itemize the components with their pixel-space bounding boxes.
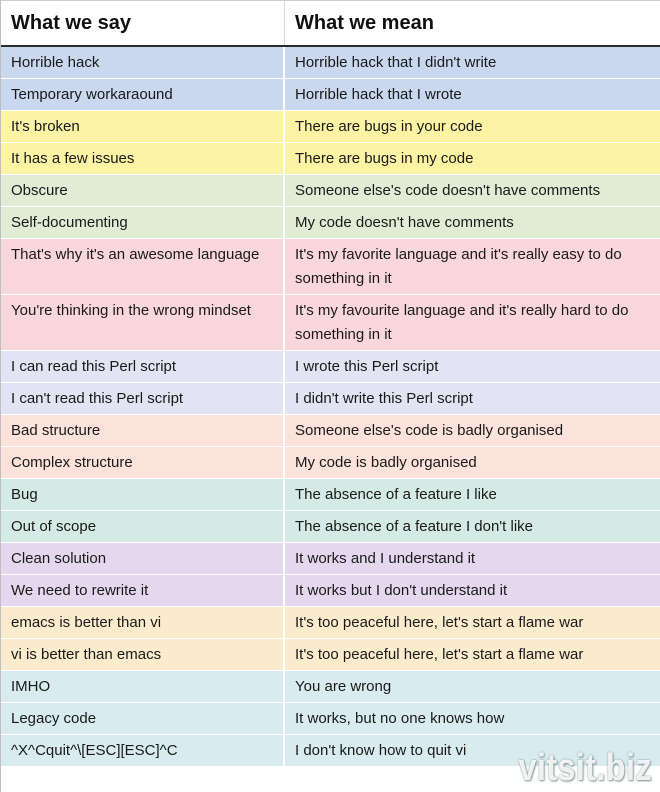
what-we-say-cell: ^X^Cquit^\[ESC][ESC]^C xyxy=(1,735,285,766)
what-we-mean-cell: I wrote this Perl script xyxy=(295,358,439,375)
what-we-mean-cell: Someone else's code is badly organised xyxy=(295,422,564,439)
what-we-mean-cell: It's too peaceful here, let's start a flame war xyxy=(295,614,584,631)
what-we-mean-cell: It works and I understand it xyxy=(295,550,476,567)
what-we-say-cell: Complex structure xyxy=(1,447,285,478)
table-row xyxy=(1,447,660,479)
what-we-say-cell: We need to rewrite it xyxy=(1,575,285,606)
what-we-mean-cell: It works, but no one knows how xyxy=(295,710,505,727)
table-row xyxy=(1,239,660,295)
what-we-mean-cell: There are bugs in your code xyxy=(295,118,483,135)
what-we-say-cell: Legacy code xyxy=(1,703,285,734)
what-we-say-cell: I can read this Perl script xyxy=(1,351,285,382)
what-we-mean-cell: I don't know how to quit vi xyxy=(295,742,467,759)
what-we-mean-cell: My code doesn't have comments xyxy=(295,214,514,231)
header-what-we-say: What we say xyxy=(1,1,285,45)
table-row xyxy=(1,415,660,447)
table-row xyxy=(1,175,660,207)
table-body xyxy=(1,47,660,767)
what-we-mean-cell: The absence of a feature I like xyxy=(295,486,497,503)
table-row xyxy=(1,47,660,79)
what-we-say-cell: Obscure xyxy=(1,175,285,206)
table-row xyxy=(1,735,660,767)
what-we-say-cell: Horrible hack xyxy=(1,47,285,78)
table-row xyxy=(1,143,660,175)
table-row xyxy=(1,671,660,703)
what-we-say-cell: It's broken xyxy=(1,111,285,142)
what-we-mean-cell: It's my favorite language and it's really easy to do something in it xyxy=(295,246,622,287)
what-we-mean-cell: Horrible hack that I wrote xyxy=(295,86,462,103)
what-we-say-cell: It has a few issues xyxy=(1,143,285,174)
table-row xyxy=(1,207,660,239)
what-we-mean-cell: Someone else's code doesn't have comments xyxy=(295,182,601,199)
header-what-we-mean: What we mean xyxy=(295,11,434,34)
what-we-mean-cell: Horrible hack that I didn't write xyxy=(295,54,497,71)
what-we-say-cell: You're thinking in the wrong mindset xyxy=(1,295,285,350)
table-row xyxy=(1,607,660,639)
table-row xyxy=(1,383,660,415)
table-row xyxy=(1,479,660,511)
what-we-mean-cell: The absence of a feature I don't like xyxy=(295,518,534,535)
what-we-say-cell: I can't read this Perl script xyxy=(1,383,285,414)
what-we-say-cell: Clean solution xyxy=(1,543,285,574)
table-row xyxy=(1,575,660,607)
what-we-mean-cell: There are bugs in my code xyxy=(295,150,474,167)
what-we-say-cell: Out of scope xyxy=(1,511,285,542)
table-row xyxy=(1,511,660,543)
what-we-mean-cell: It's my favourite language and it's really hard to do something in it xyxy=(295,302,629,343)
table-header xyxy=(1,0,660,47)
table-row xyxy=(1,703,660,735)
what-we-say-cell: emacs is better than vi xyxy=(1,607,285,638)
table-row xyxy=(1,111,660,143)
what-we-say-cell: Temporary workaraound xyxy=(1,79,285,110)
table-row xyxy=(1,543,660,575)
what-we-mean-cell: My code is badly organised xyxy=(295,454,477,471)
what-we-mean-cell: I didn't write this Perl script xyxy=(295,390,473,407)
table-row xyxy=(1,295,660,351)
watermark-logo: vitsit.biz xyxy=(518,747,652,789)
what-we-say-cell: Bad structure xyxy=(1,415,285,446)
what-we-say-cell: vi is better than emacs xyxy=(1,639,285,670)
what-we-mean-cell: You are wrong xyxy=(295,678,392,695)
what-we-mean-cell: It's too peaceful here, let's start a flame war xyxy=(295,646,584,663)
table-row xyxy=(1,639,660,671)
what-we-say-cell: Self-documenting xyxy=(1,207,285,238)
what-we-say-cell: Bug xyxy=(1,479,285,510)
what-we-say-cell: IMHO xyxy=(1,671,285,702)
table-row xyxy=(1,79,660,111)
what-we-say-cell: That's why it's an awesome language xyxy=(1,239,285,294)
what-we-mean-cell: It works but I don't understand it xyxy=(295,582,508,599)
table-row xyxy=(1,351,660,383)
